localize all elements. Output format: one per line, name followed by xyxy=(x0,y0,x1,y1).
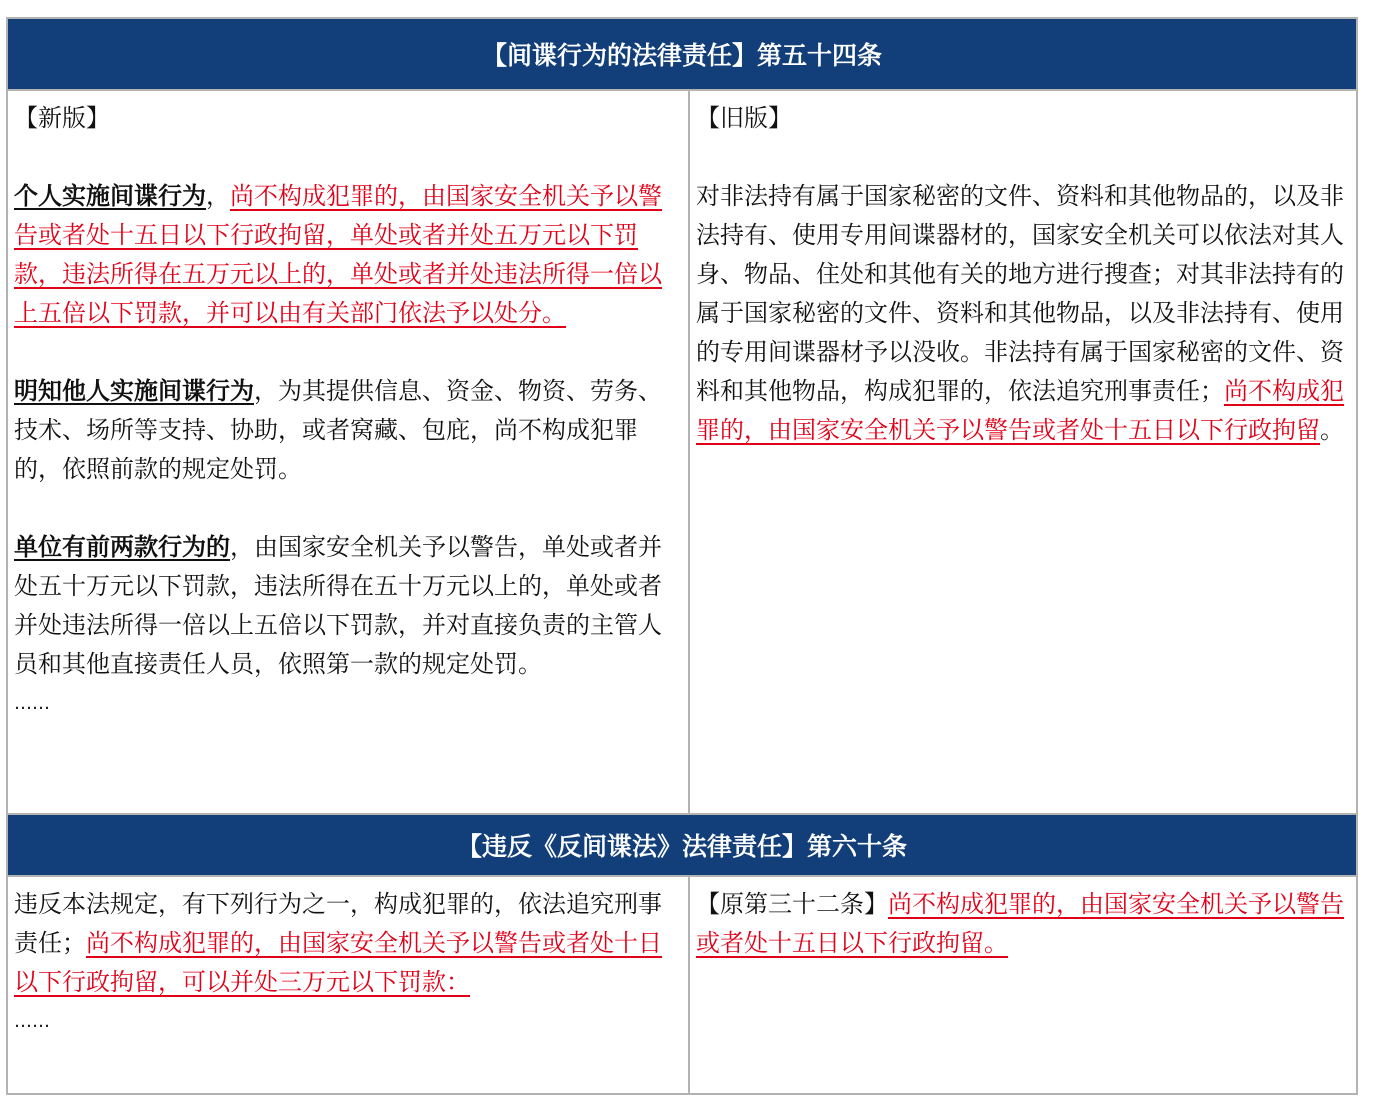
new-p1-bold: 个人实施间谍行为 xyxy=(14,182,206,210)
comparison-table xyxy=(6,17,1358,1095)
article-60-new-version xyxy=(8,877,690,1093)
article-60-header xyxy=(8,813,1356,877)
art60-old-tag: 【原第三十二条】 xyxy=(696,890,888,918)
new-paragraph-3 xyxy=(14,528,682,684)
old-plain-text: 对非法持有属于国家秘密的文件、资料和其他物品的，以及非法持有、使用专用间谍器材的，国家安全机关可以依法对其人身、物品、住处和其他有关的地方进行搜查；对其非法持有的属于国家秘密的文件、资料和其他物品，以及非法持有、使用的专用间谍器材予以没收。非法持有属于国家秘密的文件、资料和其他物品，构成犯罪的，依法追究刑事责任； xyxy=(696,182,1344,405)
art60-new-paragraph xyxy=(14,885,682,1002)
article-54-new-version xyxy=(8,91,690,813)
art60-new-red: 尚不构成犯罪的，由国家安全机关予以警告或者处十日以下行政拘留，可以并处三万元以下罚款： xyxy=(14,929,662,996)
article-54-row xyxy=(8,91,1356,813)
article-60-title: 【违反《反间谍法》法律责任】第六十条 xyxy=(456,832,907,861)
article-54-old-version xyxy=(690,91,1356,813)
new-ellipsis: …… xyxy=(14,693,50,714)
old-red-text: 尚不构成犯罪的，由国家安全机关予以警告或者处十五日以下行政拘留 xyxy=(696,377,1344,444)
old-end: 。 xyxy=(1320,416,1344,444)
new-paragraph-1 xyxy=(14,177,682,333)
art60-ellipsis: …… xyxy=(14,1011,50,1032)
new-p3-rest: ，由国家安全机关予以警告，单处或者并处五十万元以下罚款，违法所得在五十万元以上的，单处或者并处违法所得一倍以上五倍以下罚款，并对直接负责的主管人员和其他直接责任人员，依照第一款的规定处罚。 xyxy=(14,533,662,678)
old-paragraph xyxy=(696,177,1350,450)
art60-old-red: 尚不构成犯罪的，由国家安全机关予以警告或者处十五日以下行政拘留。 xyxy=(696,890,1344,957)
article-54-header xyxy=(8,19,1356,91)
new-p2-rest: ，为其提供信息、资金、物资、劳务、技术、场所等支持、协助，或者窝藏、包庇，尚不构成犯罪的，依照前款的规定处罚。 xyxy=(14,377,662,483)
new-paragraph-2 xyxy=(14,372,682,489)
article-60-row xyxy=(8,877,1356,1093)
old-version-tag: 【旧版】 xyxy=(696,104,792,132)
article-60-old-version xyxy=(690,877,1356,1093)
new-version-tag: 【新版】 xyxy=(14,104,110,132)
new-p1-sep: ， xyxy=(206,182,230,210)
article-54-title: 【间谍行为的法律责任】第五十四条 xyxy=(481,41,882,70)
art60-old-paragraph xyxy=(696,885,1350,963)
art60-new-plain: 违反本法规定，有下列行为之一，构成犯罪的，依法追究刑事责任； xyxy=(14,890,662,957)
new-p2-bold: 明知他人实施间谍行为 xyxy=(14,377,254,405)
new-p1-red: 尚不构成犯罪的，由国家安全机关予以警告或者处十五日以下行政拘留，单处或者并处五万元以下罚款，违法所得在五万元以上的，单处或者并处违法所得一倍以上五倍以下罚款，并可以由有关部门依法予以处分。 xyxy=(14,182,662,327)
new-p3-bold: 单位有前两款行为的 xyxy=(14,533,230,561)
